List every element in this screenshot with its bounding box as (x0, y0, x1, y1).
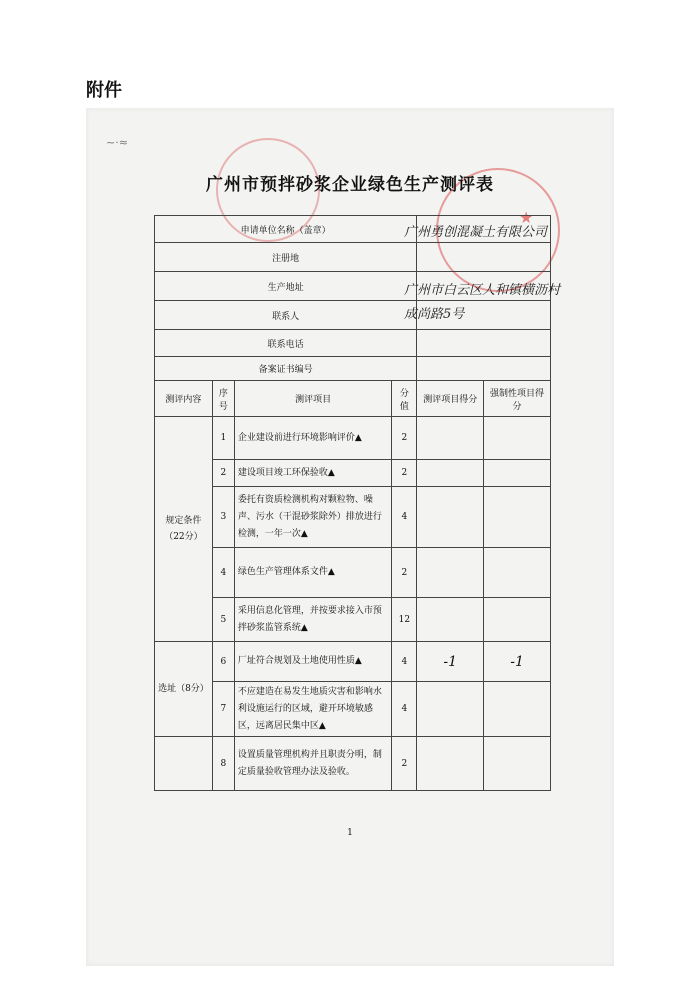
row-item: 企业建设前进行环境影响评价▲ (234, 417, 392, 460)
row-mandatory-score (484, 548, 551, 598)
header-item: 测评项目 (234, 381, 392, 417)
info-row (155, 301, 551, 330)
header-no: 序号 (212, 381, 234, 417)
header-score: 分值 (392, 381, 417, 417)
row-no: 4 (212, 548, 234, 598)
info-label: 生产地址 (155, 272, 417, 301)
row-no: 7 (212, 682, 234, 737)
row-eval-score (417, 737, 484, 791)
row-item: 采用信息化管理，并按要求接入市预拌砂浆监管系统▲ (234, 598, 392, 642)
row-score: 2 (392, 460, 417, 487)
table-row (155, 417, 551, 460)
page-label: 附件 (86, 80, 122, 101)
row-eval-score: -1 (417, 642, 484, 682)
row-eval-score (417, 598, 484, 642)
row-mandatory-score (484, 417, 551, 460)
row-score: 2 (392, 737, 417, 791)
row-no: 2 (212, 460, 234, 487)
row-mandatory-score (484, 682, 551, 737)
info-value (417, 330, 551, 357)
row-no: 3 (212, 487, 234, 548)
handwritten-company-name: 广州勇创混凝土有限公司 (404, 225, 548, 240)
row-score: 4 (392, 642, 417, 682)
row-score: 2 (392, 548, 417, 598)
table-row (155, 642, 551, 682)
row-eval-score (417, 487, 484, 548)
row-score: 4 (392, 682, 417, 737)
info-label: 联系人 (155, 301, 417, 330)
header-mandatory-score: 强制性项目得分 (484, 381, 551, 417)
header-eval-score: 测评项目得分 (417, 381, 484, 417)
row-no: 6 (212, 642, 234, 682)
row-no: 1 (212, 417, 234, 460)
row-mandatory-score (484, 737, 551, 791)
category-cell-empty (155, 737, 213, 791)
handwritten-address-cont: 成尚路5号 (404, 307, 465, 322)
row-item: 委托有资质检测机构对颗粒物、噪声、污水（干混砂浆除外）排放进行检测，一年一次▲ (234, 487, 392, 548)
info-row (155, 357, 551, 381)
info-value (417, 243, 551, 272)
seal-star-icon: ★ (519, 208, 534, 227)
row-score: 12 (392, 598, 417, 642)
info-label: 申请单位名称（盖章） (155, 216, 417, 243)
info-label: 联系电话 (155, 330, 417, 357)
scanned-form (86, 108, 614, 966)
row-eval-score (417, 460, 484, 487)
info-label: 备案证书编号 (155, 357, 417, 381)
handwritten-address: 广州市白云区人和镇横沥村 (404, 283, 561, 298)
row-item: 绿色生产管理体系文件▲ (234, 548, 392, 598)
row-mandatory-score: -1 (484, 642, 551, 682)
row-eval-score (417, 417, 484, 460)
row-item: 建设项目竣工环保验收▲ (234, 460, 392, 487)
row-score: 4 (392, 487, 417, 548)
table-row (155, 682, 551, 737)
table-row (155, 598, 551, 642)
row-item: 不应建造在易发生地质灾害和影响水利设施运行的区域，避开环境敏感区，远离居民集中区▲ (234, 682, 392, 737)
category-cell: 选址（8分） (155, 642, 213, 737)
table-row (155, 548, 551, 598)
row-no: 5 (212, 598, 234, 642)
row-item: 设置质量管理机构并且职责分明，制定质量验收管理办法及验收。 (234, 737, 392, 791)
header-category: 测评内容 (155, 381, 213, 417)
info-row (155, 243, 551, 272)
row-item: 厂址符合规划及土地使用性质▲ (234, 642, 392, 682)
row-score: 2 (392, 417, 417, 460)
evaluation-table (154, 215, 551, 791)
row-mandatory-score (484, 598, 551, 642)
page-number: 1 (347, 828, 353, 838)
row-mandatory-score (484, 460, 551, 487)
info-value (417, 357, 551, 381)
row-eval-score (417, 548, 484, 598)
row-eval-score (417, 682, 484, 737)
table-row (155, 460, 551, 487)
table-row (155, 487, 551, 548)
row-mandatory-score (484, 487, 551, 548)
info-label: 注册地 (155, 243, 417, 272)
row-no: 8 (212, 737, 234, 791)
category-cell: 规定条件（22分） (155, 417, 213, 642)
table-row (155, 737, 551, 791)
table-header-row (155, 381, 551, 417)
pen-scribble: ~·≈ (106, 136, 128, 149)
info-row (155, 330, 551, 357)
form-title: 广州市预拌砂浆企业绿色生产测评表 (206, 175, 494, 195)
